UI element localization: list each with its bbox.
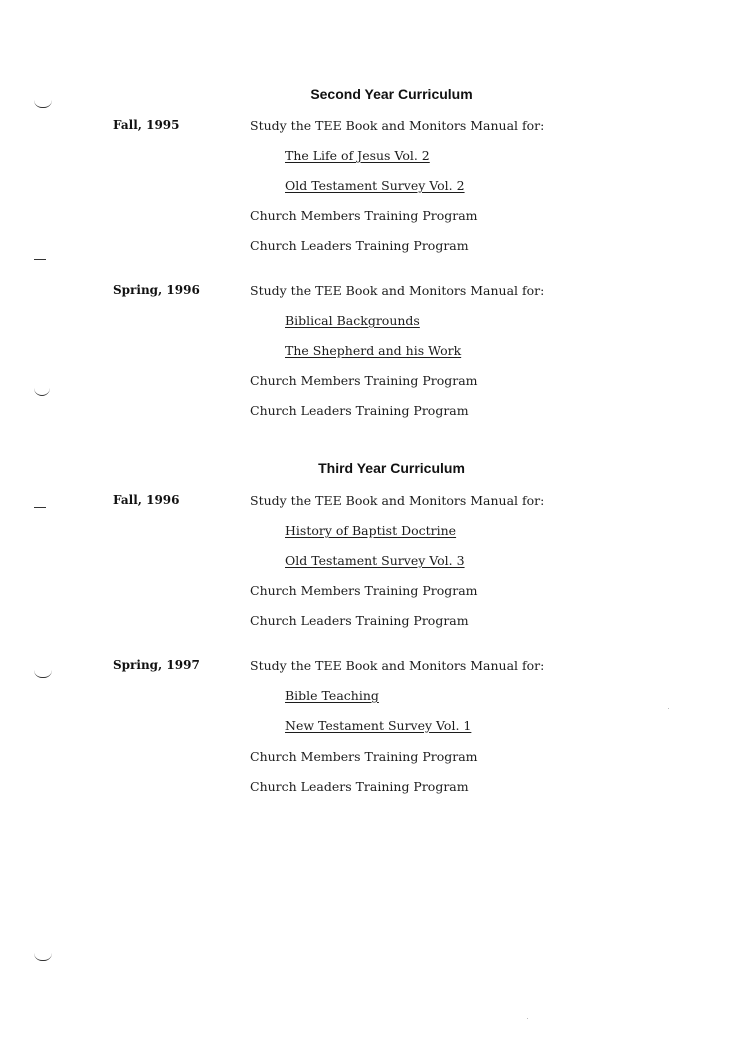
- course-title: Biblical Backgrounds: [285, 313, 420, 328]
- program-line: Church Members Training Program: [250, 583, 478, 598]
- course-title: The Life of Jesus Vol. 2: [285, 148, 430, 163]
- term-intro: Study the TEE Book and Monitors Manual for:: [250, 658, 545, 673]
- course-title: The Shepherd and his Work: [285, 343, 462, 358]
- course-title: History of Baptist Doctrine: [285, 523, 457, 538]
- scan-speck: [668, 708, 669, 709]
- binding-mark: [34, 500, 46, 508]
- term-intro: Study the TEE Book and Monitors Manual for:: [250, 118, 545, 133]
- program-line: Church Members Training Program: [250, 208, 478, 223]
- term-intro: Study the TEE Book and Monitors Manual for:: [250, 283, 545, 298]
- binding-mark: [34, 953, 52, 961]
- course-title: Bible Teaching: [285, 688, 379, 703]
- term-intro: Study the TEE Book and Monitors Manual for:: [250, 493, 545, 508]
- binding-mark: [34, 388, 50, 396]
- program-line: Church Leaders Training Program: [250, 403, 469, 418]
- program-line: Church Members Training Program: [250, 373, 478, 388]
- term-fall-1996: Fall, 1996: [113, 493, 180, 507]
- section-heading-second-year: Second Year Curriculum: [310, 86, 473, 102]
- section-heading-third-year: Third Year Curriculum: [318, 460, 465, 476]
- binding-mark: [34, 670, 52, 678]
- program-line: Church Leaders Training Program: [250, 779, 469, 794]
- binding-mark: [34, 252, 46, 260]
- course-title: Old Testament Survey Vol. 2: [285, 178, 465, 193]
- program-line: Church Members Training Program: [250, 749, 478, 764]
- course-title: New Testament Survey Vol. 1: [285, 718, 472, 733]
- term-spring-1997: Spring, 1997: [113, 658, 200, 672]
- course-title: Old Testament Survey Vol. 3: [285, 553, 465, 568]
- term-spring-1996: Spring, 1996: [113, 283, 200, 297]
- program-line: Church Leaders Training Program: [250, 238, 469, 253]
- term-fall-1995: Fall, 1995: [113, 118, 180, 132]
- binding-mark: [34, 100, 52, 108]
- scan-speck: [527, 1018, 528, 1019]
- program-line: Church Leaders Training Program: [250, 613, 469, 628]
